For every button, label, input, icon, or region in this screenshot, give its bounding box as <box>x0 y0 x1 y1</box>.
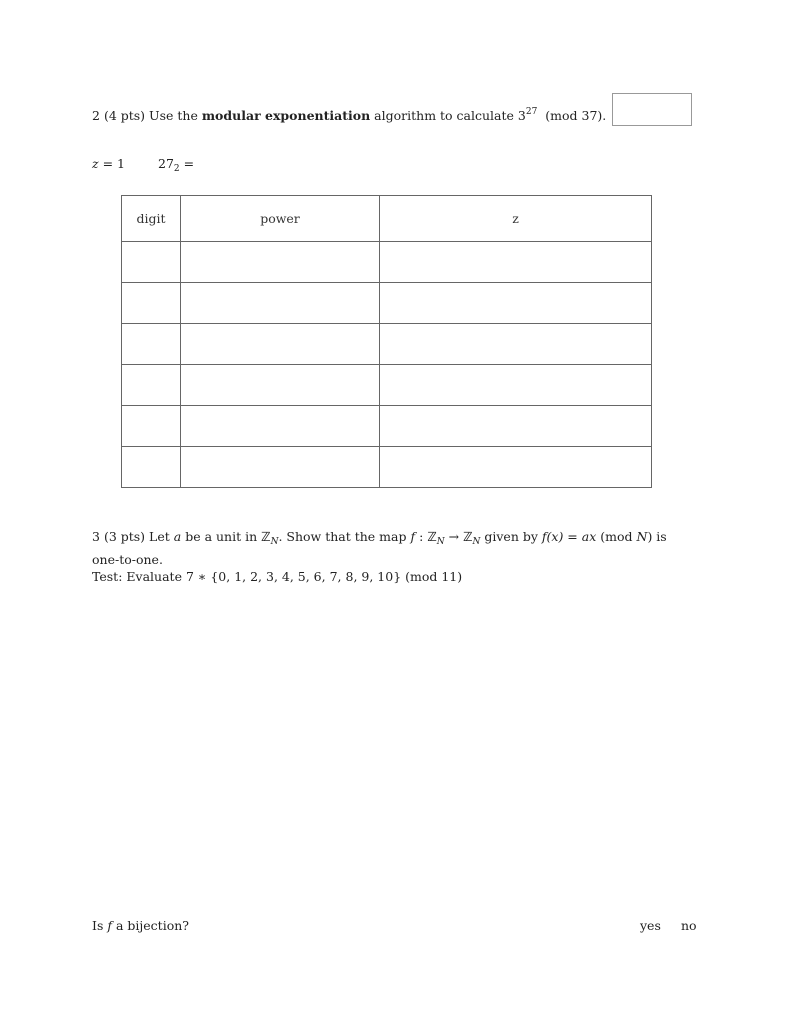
q3-text-2: be a unit in <box>185 529 258 544</box>
table-row <box>122 406 652 447</box>
question-3-prompt <box>92 528 702 569</box>
bold-term: modular exponentiation <box>201 108 371 123</box>
q3-text-1: Let <box>149 529 170 544</box>
cell-power[interactable] <box>181 406 380 447</box>
mod-open: (mod <box>600 529 633 544</box>
prompt-text: Use the <box>149 108 198 123</box>
zn-subscript-3: N <box>472 537 481 547</box>
cell-power[interactable] <box>181 242 380 283</box>
mod-close: ) is <box>647 529 667 544</box>
zn-symbol-2: ℤ <box>427 529 437 544</box>
question-2-prompt <box>92 107 606 123</box>
arrow: → <box>448 529 460 544</box>
exponent: 27 <box>525 107 538 117</box>
var-f: f <box>410 529 416 544</box>
power-expression <box>518 108 537 123</box>
test-text: Evaluate 7 ∗ {0, 1, 2, 3, 4, 5, 6, 7, 8, 9, 10} (mod 11) <box>126 569 463 584</box>
cell-z[interactable] <box>380 324 652 365</box>
bijection-prefix: Is <box>92 918 104 933</box>
yes-option[interactable]: yes <box>640 918 661 933</box>
cell-power[interactable] <box>181 365 380 406</box>
test-line <box>92 569 462 584</box>
cell-digit[interactable] <box>122 242 181 283</box>
table-row <box>122 324 652 365</box>
bijection-question <box>92 918 189 933</box>
prompt-text-2: algorithm to calculate <box>374 108 514 123</box>
cell-z[interactable] <box>380 283 652 324</box>
question-points: (3 pts) <box>103 529 146 544</box>
cell-power[interactable] <box>181 447 380 488</box>
header-digit: digit <box>122 196 181 242</box>
q3-text-4: given by <box>484 529 538 544</box>
cell-digit[interactable] <box>122 324 181 365</box>
cell-z[interactable] <box>380 447 652 488</box>
question-number: 3 <box>92 529 100 544</box>
no-option[interactable]: no <box>681 918 697 933</box>
modulus: (mod 37). <box>545 108 607 123</box>
table-row <box>122 447 652 488</box>
table-row <box>122 365 652 406</box>
var-a: a <box>173 529 182 544</box>
question-points: (4 pts) <box>103 108 146 123</box>
mod-n: N <box>636 529 648 544</box>
zn-symbol-3: ℤ <box>463 529 473 544</box>
cell-power[interactable] <box>181 283 380 324</box>
question-number: 2 <box>92 108 100 123</box>
var-f: f <box>107 918 112 933</box>
header-power: power <box>181 196 380 242</box>
table-row <box>122 283 652 324</box>
base: 3 <box>517 108 526 123</box>
function-expression: f(x) = ax <box>541 529 597 544</box>
cell-digit[interactable] <box>122 406 181 447</box>
table-header-row <box>122 196 652 242</box>
binary-equals: = <box>183 156 195 171</box>
z-var: z <box>92 156 99 171</box>
cell-digit[interactable] <box>122 447 181 488</box>
cell-power[interactable] <box>181 324 380 365</box>
q3-text-3: . Show that the map <box>278 529 407 544</box>
zn-subscript-2: N <box>436 537 445 547</box>
cell-digit[interactable] <box>122 365 181 406</box>
cell-z[interactable] <box>380 365 652 406</box>
z-value: = 1 <box>102 156 125 171</box>
map-colon: : <box>419 529 424 544</box>
exponentiation-table <box>121 195 652 488</box>
zn-subscript: N <box>270 537 279 547</box>
cell-digit[interactable] <box>122 283 181 324</box>
answer-box[interactable] <box>612 93 692 126</box>
binary-base: 2 <box>173 164 180 174</box>
table-row <box>122 242 652 283</box>
z-initial <box>92 156 125 171</box>
zn-symbol: ℤ <box>261 529 271 544</box>
bijection-suffix: a bijection? <box>115 918 189 933</box>
test-label: Test: <box>92 569 123 584</box>
binary-expansion <box>158 156 194 174</box>
q3-line-2: one-to-one. <box>92 552 163 567</box>
cell-z[interactable] <box>380 242 652 283</box>
header-z: z <box>380 196 652 242</box>
binary-number: 27 <box>158 156 174 171</box>
cell-z[interactable] <box>380 406 652 447</box>
